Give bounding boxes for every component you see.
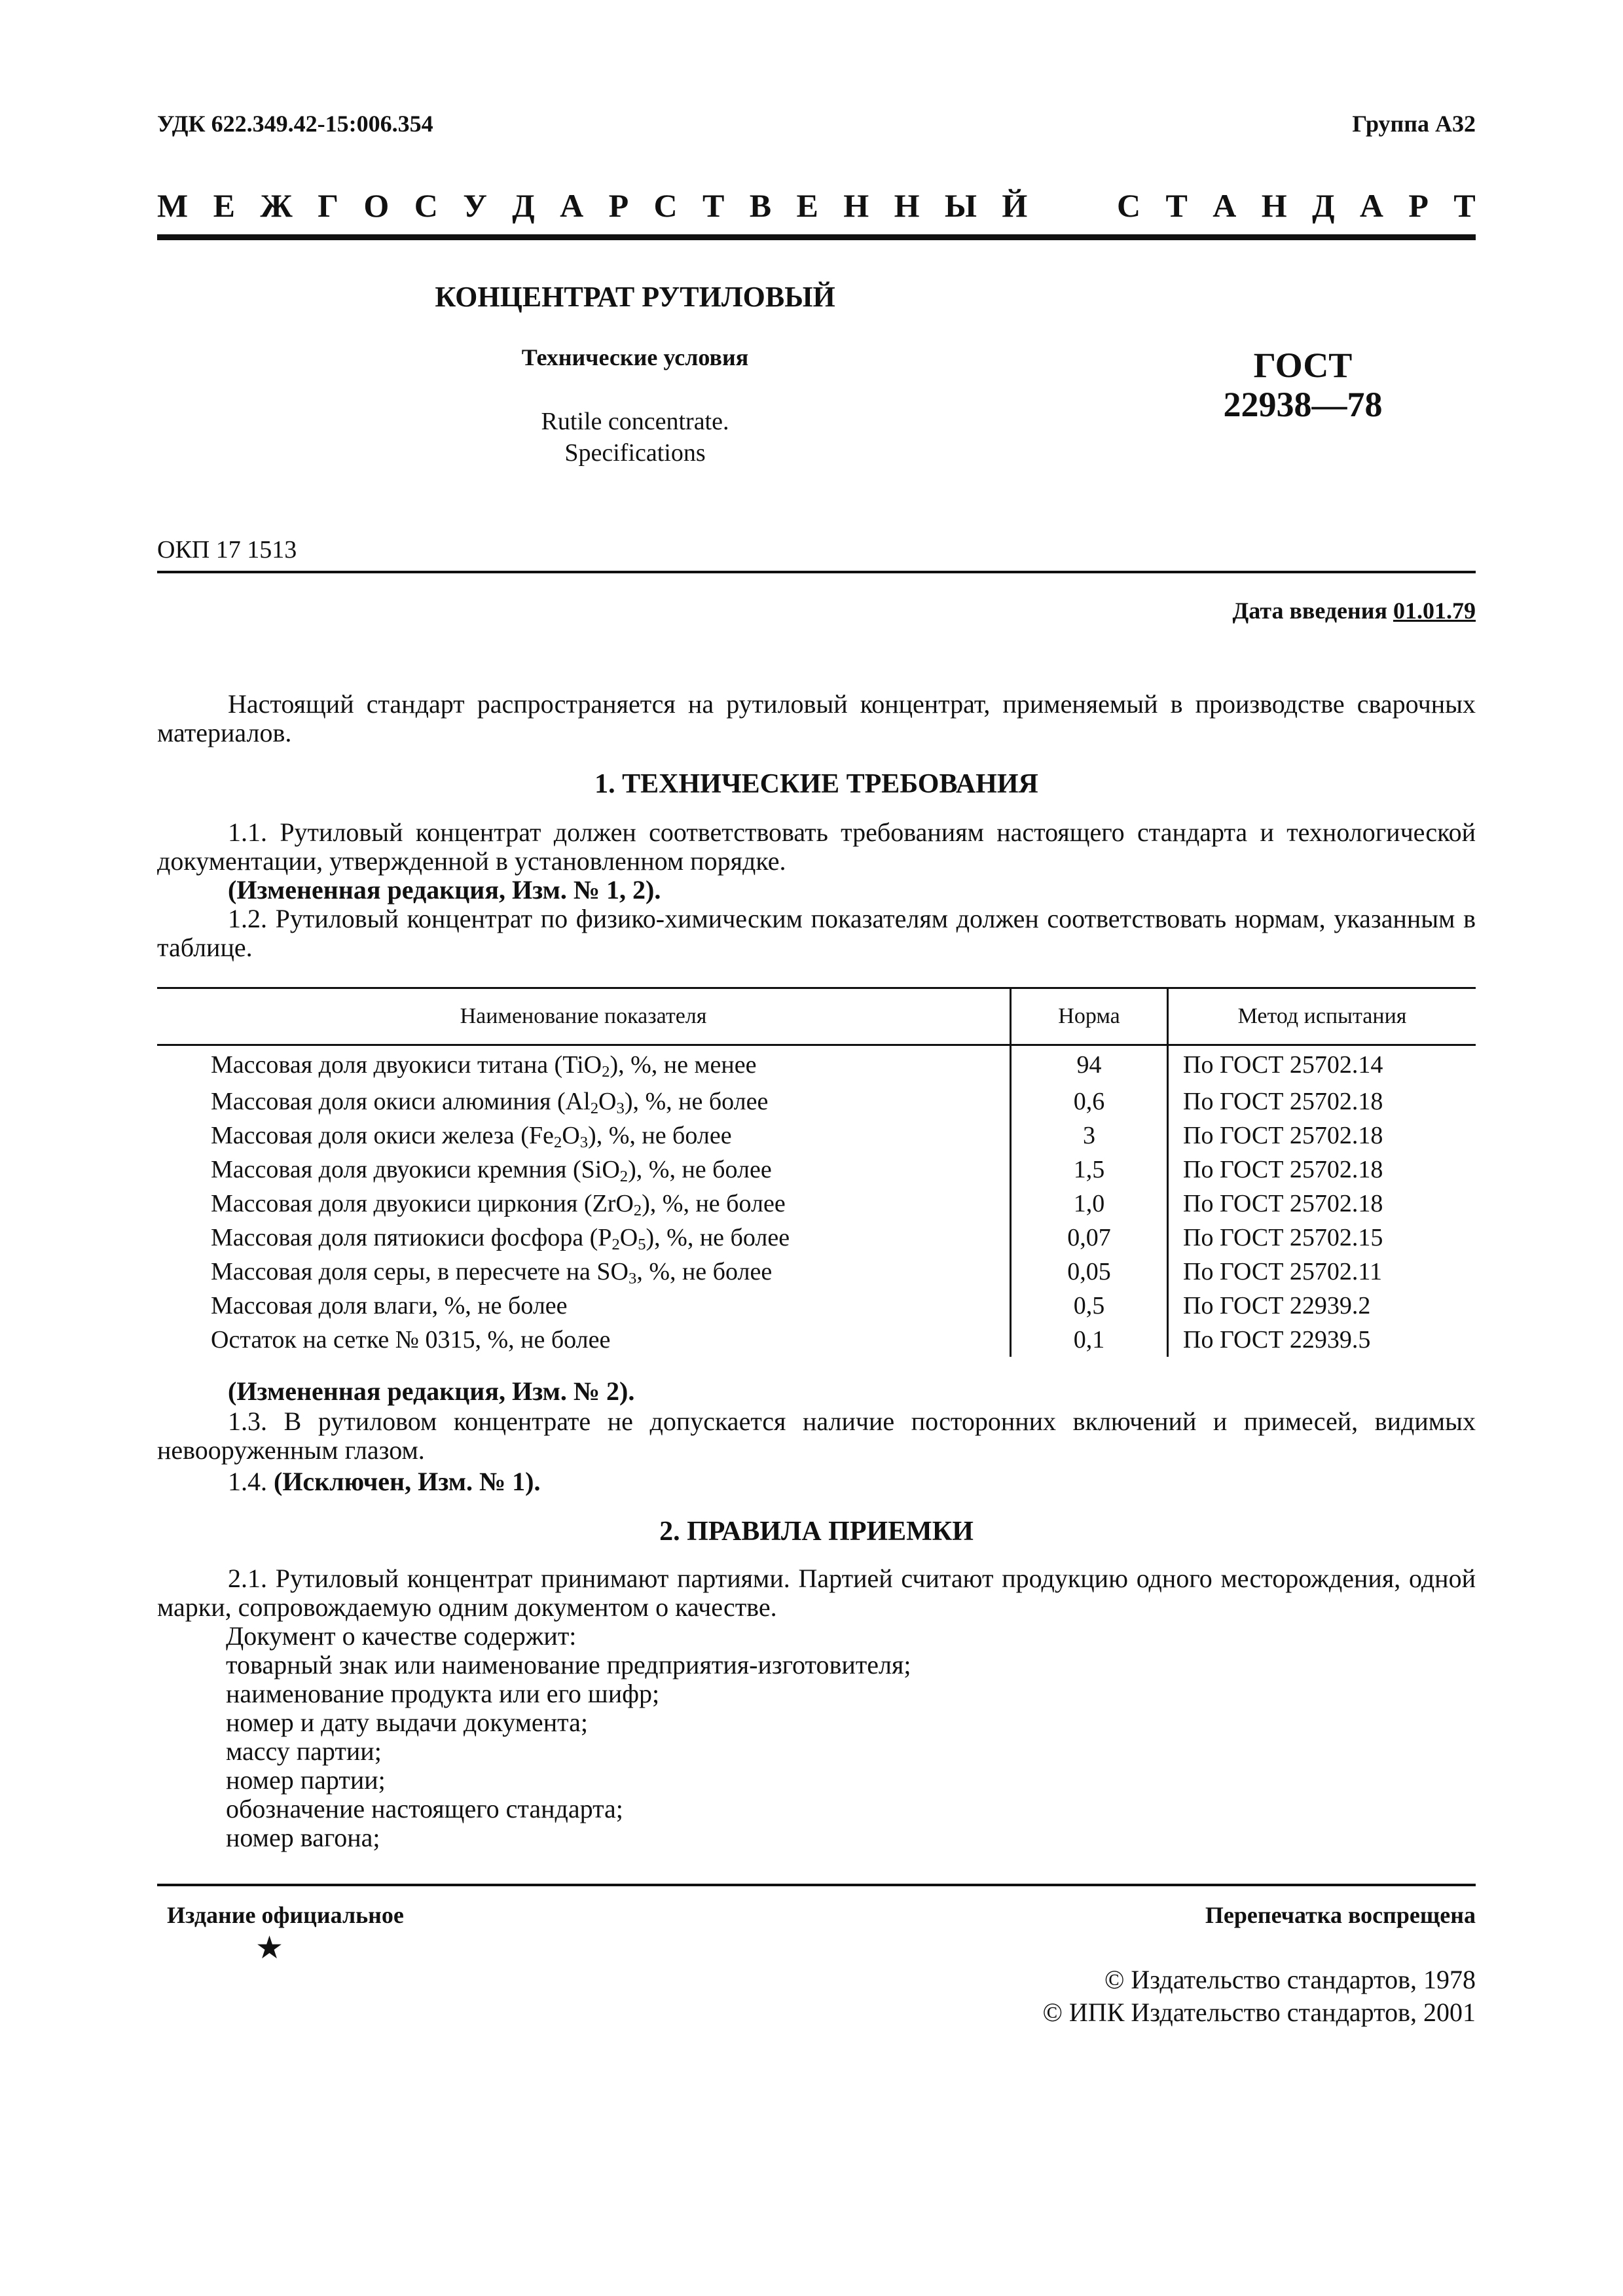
indicator-pre: Массовая доля пятиокиси фосфора (P [211,1223,612,1251]
banner-letter: А [560,187,584,224]
banner-letter: М [157,187,189,224]
indicator-sub1: 2 [590,1099,599,1117]
list-item: массу партии; [226,1736,382,1766]
indicator-sub2: 5 [638,1235,646,1253]
section1-heading: 1. ТЕХНИЧЕСКИЕ ТРЕБОВАНИЯ [594,769,1038,799]
group-code: Группа А32 [1352,111,1476,137]
introduction-date [1233,597,1476,624]
banner-letter: С [414,187,438,224]
table-note: (Измененная редакция, Изм. № 2). [228,1376,635,1406]
date-value: 01.01.79 [1393,598,1476,624]
header-rule [157,234,1476,240]
norm-cell: 0,5 [1011,1289,1168,1323]
list-item: наименование продукта или его шифр; [226,1679,660,1708]
gost-designation: 22938—78 [1223,385,1383,424]
list-item: номер партии; [226,1765,386,1795]
col-header-method: Метод испытания [1168,988,1476,1045]
banner-letter: Ж [260,187,293,224]
indicator-sub1: 2 [611,1235,620,1253]
indicator-pre: Массовая доля влаги, %, не более [211,1291,568,1319]
list-item: обозначение настоящего стандарта; [226,1794,623,1823]
banner-letter: Р [1408,187,1429,224]
indicator-sub1: 2 [553,1133,562,1151]
indicator-sub2: 3 [616,1099,625,1117]
method-cell: По ГОСТ 25702.18 [1168,1187,1476,1221]
indicator-post: ), %, не менее [610,1051,757,1079]
method-cell: По ГОСТ 25702.18 [1168,1119,1476,1153]
interstate-standard-banner [157,187,1476,224]
section2-heading: 2. ПРАВИЛА ПРИЕМКИ [659,1516,974,1547]
indicator-cell [157,1255,1011,1289]
indicator-cell [157,1085,1011,1119]
clause-1-4 [228,1467,1472,1496]
indicator-cell [157,1119,1011,1153]
indicator-sub2: 3 [579,1133,589,1151]
list-item: номер и дату выдачи документа; [226,1708,588,1737]
indicator-pre: Массовая доля двуокиси титана (TiO [211,1051,602,1079]
indicator-post: ), %, не более [646,1223,790,1251]
indicator-cell [157,1221,1011,1255]
indicator-pre: Массовая доля двуокиси кремния (SiO [211,1155,620,1183]
indicator-mid1: O [598,1087,617,1115]
norm-cell: 3 [1011,1119,1168,1153]
banner-letter: Д [1312,187,1335,224]
list-item: товарный знак или наименование предприятия-изготовителя; [226,1650,911,1679]
indicator-pre: Массовая доля окиси железа (Fe [211,1121,554,1149]
indicator-post: , %, не более [636,1257,773,1285]
indicator-mid1: O [562,1121,580,1149]
norm-cell: 0,07 [1011,1221,1168,1255]
gost-label: ГОСТ [1253,346,1353,385]
banner-letter: С [653,187,678,224]
document-title: КОНЦЕНТРАТ РУТИЛОВЫЙ [435,281,835,313]
banner-letter: Е [796,187,818,224]
copyright-block [886,1964,1476,2029]
indicator-mid1: O [619,1223,638,1251]
english-title [354,406,917,469]
banner-letter: А [1359,187,1383,224]
banner-letter: Н [1261,187,1287,224]
method-cell: По ГОСТ 22939.2 [1168,1289,1476,1323]
col-header-norm: Норма [1011,988,1168,1045]
clause-1-1-note: (Измененная редакция, Изм. № 1, 2). [228,875,661,905]
norm-cell: 94 [1011,1045,1168,1085]
banner-letter: Г [318,187,338,224]
indicator-cell [157,1045,1011,1085]
official-edition: Издание официальное [167,1902,404,1928]
clause-1-4-number: 1.4. [228,1467,267,1496]
norm-cell: 1,0 [1011,1187,1168,1221]
norm-cell: 0,6 [1011,1085,1168,1119]
table-row [157,1045,1476,1085]
method-cell: По ГОСТ 25702.14 [1168,1045,1476,1085]
banner-letter: О [363,187,390,224]
method-cell: По ГОСТ 25702.15 [1168,1221,1476,1255]
indicator-cell [157,1187,1011,1221]
table-row [157,1255,1476,1289]
indicator-post: ), %, не более [588,1121,732,1149]
method-cell: По ГОСТ 25702.11 [1168,1255,1476,1289]
indicator-cell [157,1323,1011,1357]
banner-letter: А [1213,187,1237,224]
english-title-line1: Rutile concentrate. [541,408,729,435]
english-title-line2: Specifications [564,439,706,467]
table-header-row [157,988,1476,1045]
table-row [157,1221,1476,1255]
indicator-sub1: 3 [628,1269,637,1287]
indicator-pre: Массовая доля двуокиси циркония (ZrO [211,1189,634,1217]
indicator-cell [157,1289,1011,1323]
indicator-sub1: 2 [619,1167,629,1185]
copyright-2001: © ИПК Издательство стандартов, 2001 [1042,1998,1476,2027]
banner-letter: Н [843,187,869,224]
banner-letter: В [749,187,772,224]
indicator-post: ), %, не более [642,1189,786,1217]
banner-letter: Т [702,187,725,224]
banner-letter: Д [512,187,535,224]
indicator-post: ), %, не более [624,1087,769,1115]
banner-letter: Т [1165,187,1188,224]
list-item: номер вагона; [226,1823,380,1852]
reprint-prohibited: Перепечатка воспрещена [1205,1902,1476,1928]
okp-code: ОКП 17 1513 [157,536,297,564]
udk-code: УДК 622.349.42-15:006.354 [157,111,433,137]
list-item: Документ о качестве содержит: [226,1621,577,1651]
banner-letter: Й [1002,187,1028,224]
norm-cell: 0,05 [1011,1255,1168,1289]
indicator-sub1: 2 [602,1063,610,1081]
document-subtitle: Технические условия [521,344,749,370]
norm-cell: 1,5 [1011,1153,1168,1187]
spec-table [157,987,1476,1357]
clause-1-2: 1.2. Рутиловый концентрат по физико-химическим показателям должен соответствовать нормам, указанным в таблице. [157,904,1476,962]
banner-letter: У [463,187,487,224]
indicator-pre: Массовая доля серы, в пересчете на SO [211,1257,629,1285]
gost-number [1159,346,1447,424]
method-cell: По ГОСТ 22939.5 [1168,1323,1476,1357]
banner-letter: Е [213,187,235,224]
clause-1-3: 1.3. В рутиловом концентрате не допускается наличие посторонних включений и примесей, видимых невооруженным глазом. [157,1407,1476,1465]
col-header-indicator: Наименование показателя [157,988,1011,1045]
table-row [157,1289,1476,1323]
banner-letter: Т [1453,187,1476,224]
banner-letter: Н [894,187,920,224]
banner-letter: Р [608,187,629,224]
date-label: Дата введения [1232,598,1387,624]
clause-1-1: 1.1. Рутиловый концентрат должен соответствовать требованиям настоящего стандарта и технологической документации, утвержденной в установленном порядке. [157,817,1476,876]
norm-cell: 0,1 [1011,1323,1168,1357]
intro-paragraph: Настоящий стандарт распространяется на рутиловый концентрат, применяемый в производстве сварочных материалов. [157,689,1476,747]
star-icon: ★ [255,1931,284,1965]
indicator-cell [157,1153,1011,1187]
indicator-pre: Массовая доля окиси алюминия (Al [211,1087,591,1115]
method-cell: По ГОСТ 25702.18 [1168,1085,1476,1119]
indicator-pre: Остаток на сетке № 0315, %, не более [211,1325,611,1354]
clause-2-1: 2.1. Рутиловый концентрат принимают партиями. Партией считают продукцию одного месторождения, одной марки, сопровождаемую одним документом о качестве. [157,1564,1476,1622]
indicator-post: ), %, не более [628,1155,772,1183]
method-cell: По ГОСТ 25702.18 [1168,1153,1476,1187]
clause-1-4-text: (Исключен, Изм. № 1). [274,1467,541,1496]
table-row [157,1323,1476,1357]
footer-rule [157,1884,1476,1886]
table-row [157,1187,1476,1221]
table-row [157,1085,1476,1119]
table-row [157,1119,1476,1153]
banner-letter: Ы [944,187,977,224]
copyright-1978: © Издательство стандартов, 1978 [1104,1965,1476,1994]
table-row [157,1153,1476,1187]
indicator-sub1: 2 [633,1201,642,1219]
banner-letter: С [1117,187,1141,224]
okp-rule [157,571,1476,573]
